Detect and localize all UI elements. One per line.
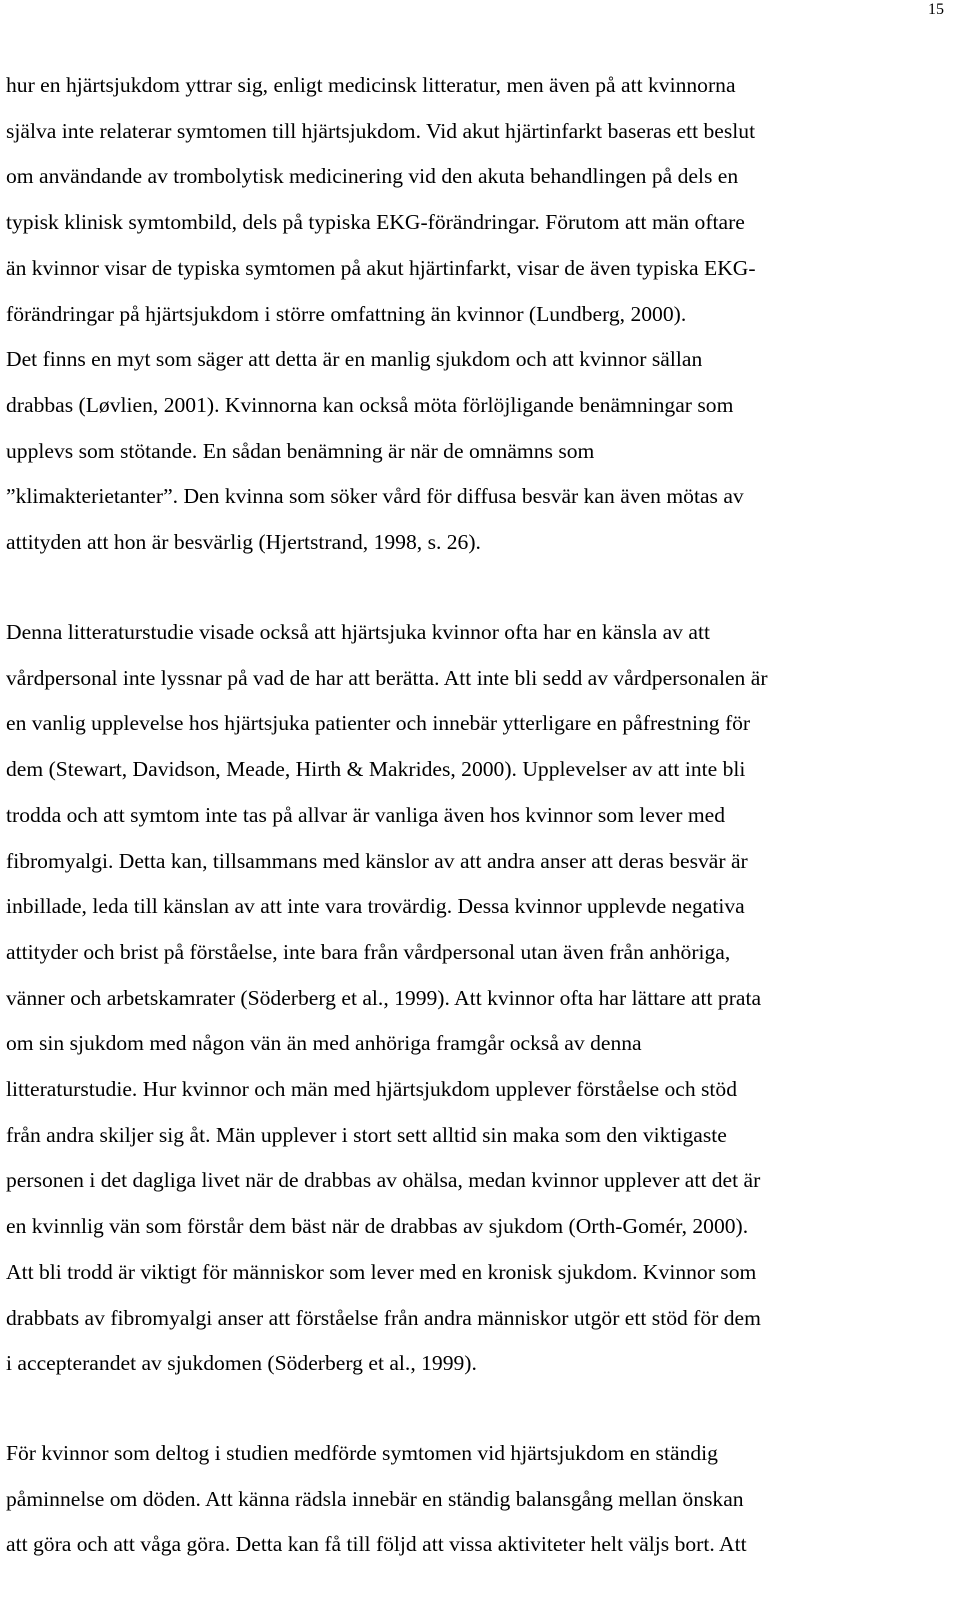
text-line: själva inte relaterar symtomen till hjärtsjukdom. Vid akut hjärtinfarkt baseras ett beslut — [6, 118, 756, 143]
page-number: 15 — [928, 1, 944, 18]
text-line: från andra skiljer sig åt. Män upplever i stort sett alltid sin maka som den viktigaste — [6, 1122, 727, 1147]
text-line: trodda och att symtom inte tas på allvar är vanliga även hos kvinnor som lever med — [6, 802, 725, 827]
text-line: en kvinnlig vän som förstår dem bäst när de drabbas av sjukdom (Orth-Gomér, 2000). — [6, 1214, 749, 1239]
text-line: förändringar på hjärtsjukdom i större omfattning än kvinnor (Lundberg, 2000). — [6, 301, 687, 326]
text-line: påminnelse om döden. Att känna rädsla innebär en ständig balansgång mellan önskan — [6, 1486, 744, 1511]
text-line: Denna litteraturstudie visade också att hjärtsjuka kvinnor ofta har en känsla av att — [6, 620, 710, 644]
text-line: personen i det dagliga livet när de drabbas av ohälsa, medan kvinnor upplever att det är — [6, 1168, 761, 1193]
text-line: än kvinnor visar de typiska symtomen på akut hjärtinfarkt, visar de även typiska EKG- — [6, 255, 756, 280]
text-line: ”klimakterietanter”. Den kvinna som söker vård för diffusa besvär kan även mötas av — [6, 484, 744, 509]
text-line: drabbats av fibromyalgi anser att förståelse från andra människor utgör ett stöd för dem — [6, 1305, 761, 1330]
text-line: drabbas (Løvlien, 2001). Kvinnorna kan också möta förlöjligande benämningar som — [6, 392, 734, 417]
text-line: en vanlig upplevelse hos hjärtsjuka patienter och innebär ytterligare en påfrestning för — [6, 711, 751, 736]
text-line: dem (Stewart, Davidson, Meade, Hirth & Makrides, 2000). Upplevelser av att inte bli — [6, 757, 746, 782]
text-line: fibromyalgi. Detta kan, tillsammans med känslor av att andra anser att deras besvär är — [6, 848, 748, 873]
text-line: typisk klinisk symtombild, dels på typiska EKG-förändringar. Förutom att män oftare — [6, 210, 745, 235]
text-line: litteraturstudie. Hur kvinnor och män med hjärtsjukdom upplever förståelse och stöd — [6, 1077, 738, 1101]
text-line: vårdpersonal inte lyssnar på vad de har att berätta. Att inte bli sedd av vårdpersonalen är — [6, 665, 768, 690]
text-line: i accepterandet av sjukdomen (Söderberg et al., 1999). — [6, 1351, 477, 1376]
text-line: om sin sjukdom med någon vän än med anhöriga framgår också av denna — [6, 1031, 642, 1056]
text-line: upplevs som stötande. En sådan benämning är när de omnämns som — [6, 438, 595, 463]
text-line: att göra och att våga göra. Detta kan få till följd att vissa aktiviteter helt väljs bort. Att — [6, 1532, 747, 1557]
text-line: Det finns en myt som säger att detta är en manlig sjukdom och att kvinnor sällan — [6, 347, 703, 372]
text-line: om användande av trombolytisk medicinering vid den akuta behandlingen på dels en — [6, 164, 739, 189]
text-line: attityden att hon är besvärlig (Hjertstrand, 1998, s. 26). — [6, 530, 481, 554]
text-line: Att bli trodd är viktigt för människor som lever med en kronisk sjukdom. Kvinnor som — [6, 1259, 757, 1284]
text-line: vänner och arbetskamrater (Söderberg et al., 1999). Att kvinnor ofta har lättare att prata — [6, 985, 762, 1010]
text-line: För kvinnor som deltog i studien medförde symtomen vid hjärtsjukdom en ständig — [6, 1441, 718, 1465]
text-line: hur en hjärtsjukdom yttrar sig, enligt medicinsk litteratur, men även på att kvinnorna — [6, 73, 736, 97]
text-line: inbillade, leda till känslan av att inte vara trovärdig. Dessa kvinnor upplevde negativa — [6, 894, 745, 919]
text-line: attityder och brist på förståelse, inte bara från vårdpersonal utan även från anhöriga, — [6, 939, 731, 964]
